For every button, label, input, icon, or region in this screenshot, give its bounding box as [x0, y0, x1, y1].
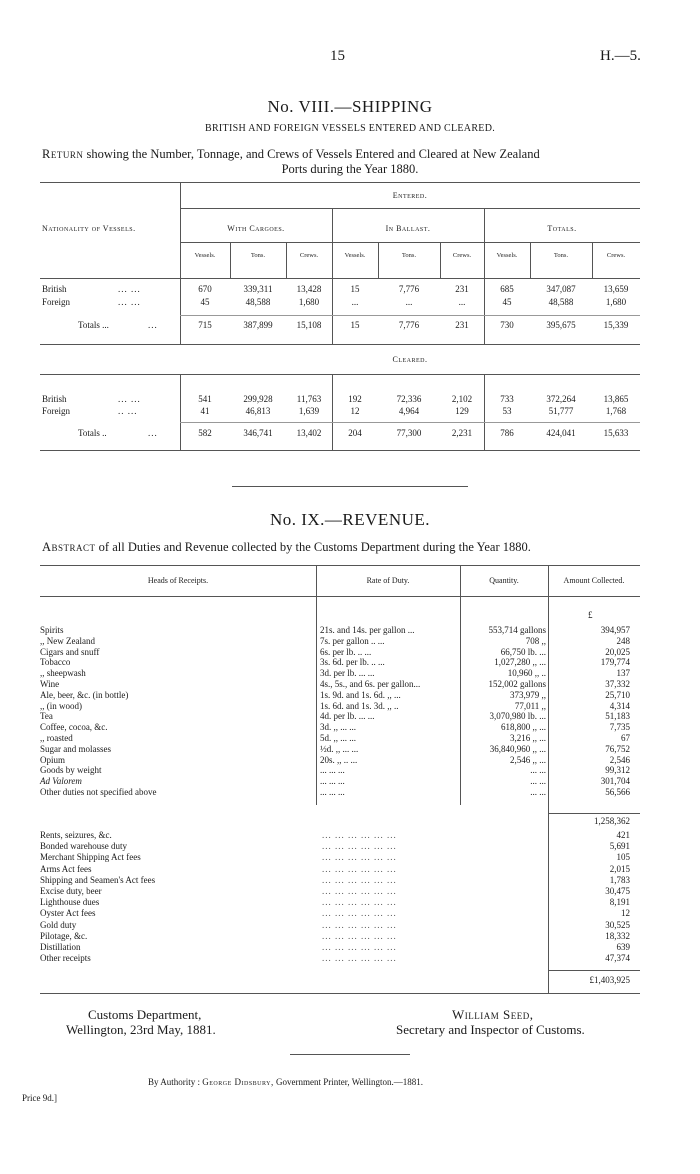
receipt-head: Opium: [40, 754, 66, 765]
quantity: 553,714 gallons: [488, 625, 546, 635]
row-value: 129: [455, 406, 469, 416]
row-value: 48,588: [548, 297, 574, 307]
rate-of-duty: 3d. ,, ... ...: [320, 722, 356, 733]
rate-of-duty: 6s. per lb. .. ...: [320, 646, 372, 657]
receipt-head: Arms Act fees: [40, 863, 92, 874]
row-value: 15,339: [603, 320, 629, 330]
amount-collected: 67: [621, 733, 630, 743]
row-label: Foreign: [42, 406, 70, 416]
row-value: 12: [350, 406, 360, 416]
shipping-caption-line1: [42, 147, 540, 162]
row-value: 1,639: [298, 406, 320, 416]
amount-collected: 1,783: [609, 874, 630, 885]
document-reference: H.—5.: [600, 48, 641, 64]
row-value: 15,108: [296, 320, 322, 330]
row-value: 11,763: [296, 394, 322, 404]
row-label: Totals ..: [78, 428, 107, 438]
row-leader-dots: ...: [148, 320, 158, 330]
receipt-head: Goods by weight: [40, 765, 102, 776]
receipt-head: Other receipts: [40, 953, 91, 964]
row-value: 670: [198, 284, 212, 294]
quantity: 373,979 ,,: [510, 689, 546, 700]
leader-dots: ... ... ... ... ... ...: [322, 886, 397, 896]
amount-collected: 248: [616, 635, 630, 646]
row-value: 53: [502, 406, 512, 416]
leader-dots: ... ... ... ... ... ...: [322, 830, 397, 840]
receipt-head: Tea: [40, 711, 53, 722]
row-value: 339,311: [243, 284, 273, 294]
row-value: 733: [500, 394, 514, 404]
rate-of-duty: 1s. 6d. and 1s. 3d. ,, ..: [320, 700, 399, 711]
row-value: 346,741: [243, 428, 273, 438]
group-with-cargoes: With Cargoes.: [227, 224, 285, 233]
subcol-vessels-1: Vessels.: [194, 252, 216, 259]
amount-collected: 37,332: [605, 679, 630, 689]
amount-collected: 99,312: [605, 765, 630, 776]
page-header: [0, 0, 700, 80]
col-head-rate: Rate of Duty.: [366, 576, 410, 585]
amount-collected: 30,475: [605, 886, 630, 896]
revenue-caption-text: of all Duties and Revenue collected by the Customs Department during the Year 1880.: [98, 540, 531, 554]
quantity: 618,800 ,, ...: [501, 722, 546, 733]
authority-lead: By Authority :: [148, 1077, 201, 1087]
caption-text: showing the Number, Tonnage, and Crews of Vessels Entered and Cleared at New Zealand: [86, 147, 540, 161]
row-value: ...: [405, 297, 413, 307]
group-totals: Totals.: [547, 224, 577, 233]
row-value: 299,928: [243, 394, 273, 404]
amount-collected: 2,015: [609, 863, 630, 874]
receipt-head: Gold duty: [40, 919, 77, 930]
leader-dots: ... ... ... ... ... ...: [322, 953, 397, 964]
row-value: 372,264: [546, 394, 576, 404]
shipping-caption-line2: Ports during the Year 1880.: [281, 162, 419, 176]
rate-of-duty: ½d. ,, ... ...: [320, 743, 359, 754]
amount-collected: 394,957: [600, 625, 630, 635]
rate-of-duty: 3s. 6d. per lb. .. ...: [320, 657, 385, 668]
receipt-head: Tobacco: [40, 657, 71, 668]
rate-of-duty: 5d. ,, ... ...: [320, 733, 356, 743]
receipt-head: ,, New Zealand: [40, 635, 95, 646]
row-value: 786: [500, 428, 514, 438]
row-value: 2,231: [451, 428, 473, 438]
subcol-crews-1: Crews.: [299, 252, 319, 259]
row-value: 13,865: [603, 394, 629, 404]
rate-of-duty: 4s., 5s., and 6s. per gallon...: [320, 679, 421, 689]
row-value: 15,633: [603, 428, 629, 438]
amount-collected: 20,025: [605, 646, 630, 657]
amount-collected: 25,710: [605, 689, 630, 700]
revenue-caption: [42, 540, 531, 555]
receipt-head: ,, roasted: [40, 733, 73, 743]
row-value: 45: [502, 297, 512, 307]
row-label: British: [42, 284, 67, 294]
price: Price 9d.]: [22, 1093, 57, 1103]
row-value: 231: [455, 320, 469, 330]
row-value: 46,813: [245, 406, 271, 416]
authority-rest: Government Printer, Wellington.—1881.: [276, 1077, 424, 1087]
quantity: 66,750 lb. ...: [500, 646, 546, 657]
row-value: 685: [500, 284, 514, 294]
rate-of-duty: ... ... ...: [320, 787, 345, 797]
rate-of-duty: 20s. ,, .. ...: [320, 754, 358, 765]
receipt-head: Excise duty, beer: [40, 886, 102, 896]
receipt-head: Other duties not specified above: [40, 787, 157, 797]
leader-dots: ... ... ... ... ... ...: [322, 908, 397, 919]
leader-dots: ... ... ... ... ... ...: [322, 863, 397, 874]
amount-collected: 47,374: [605, 953, 630, 964]
subcol-tons-3: Tons.: [553, 252, 569, 259]
page-number: 15: [330, 48, 345, 64]
row-value: 1,680: [605, 297, 627, 307]
amount-collected: 2,546: [609, 754, 630, 765]
leader-dots: ... ... ... ... ... ...: [322, 930, 397, 941]
pound-sign: £: [588, 610, 593, 620]
receipt-head: Spirits: [40, 625, 64, 635]
rate-of-duty: ... ... ...: [320, 776, 345, 787]
receipt-head: Distillation: [40, 942, 81, 952]
leader-dots: ... ... ... ... ... ...: [322, 919, 397, 930]
rate-of-duty: 3d. per lb. ... ...: [320, 668, 375, 679]
row-leader-dots: ... ...: [118, 297, 141, 307]
signoff-title: Secretary and Inspector of Customs.: [396, 1022, 585, 1037]
receipt-head: Shipping and Seamen's Act fees: [40, 874, 156, 885]
shipping-title: No. VIII.—SHIPPING: [267, 97, 433, 116]
receipt-head: Ad Valorem: [40, 776, 82, 787]
receipt-head: ,, sheepwash: [40, 668, 86, 679]
amount-collected: 7,735: [609, 722, 630, 733]
row-value: 387,899: [243, 320, 273, 330]
rate-of-duty: 7s. per gallon .. ...: [320, 635, 385, 646]
row-value: ...: [458, 297, 466, 307]
quantity: 3,216 ,, ...: [510, 733, 546, 743]
row-value: 77,300: [396, 428, 422, 438]
receipt-head: ,, (in wood): [40, 700, 82, 711]
row-leader-dots: .. ...: [118, 406, 138, 416]
amount-collected: 639: [616, 942, 630, 952]
quantity: 3,070,980 lb. ...: [489, 711, 546, 722]
quantity: 152,002 gallons: [488, 679, 546, 689]
rate-of-duty: 4d. per lb. ... ...: [320, 711, 375, 722]
caption-lead: Return: [42, 147, 84, 161]
leader-dots: ... ... ... ... ... ...: [322, 942, 397, 952]
row-value: 13,428: [296, 284, 322, 294]
quantity: ... ...: [530, 776, 546, 787]
row-value: 1,680: [298, 297, 320, 307]
leader-dots: ... ... ... ... ... ...: [322, 897, 397, 908]
row-value: 7,776: [398, 284, 420, 294]
entered-heading: Entered.: [392, 191, 428, 200]
amount-collected: 30,525: [605, 919, 630, 930]
printer-authority: [148, 1077, 423, 1087]
subcol-vessels-2: Vessels.: [344, 252, 366, 259]
row-value: 730: [500, 320, 514, 330]
row-leader-dots: ... ...: [118, 284, 141, 294]
row-value: 541: [198, 394, 212, 404]
quantity: 77,011 ,,: [514, 700, 546, 711]
row-value: 4,964: [398, 406, 420, 416]
quantity: 36,840,960 ,, ...: [489, 743, 546, 754]
quantity: 1,027,280 ,, ...: [494, 657, 546, 668]
row-value: 72,336: [396, 394, 422, 404]
row-value: 582: [198, 428, 212, 438]
row-value: 424,041: [546, 428, 576, 438]
col-head-amount: Amount Collected.: [563, 576, 625, 585]
row-value: 1,768: [605, 406, 627, 416]
row-value: 2,102: [451, 394, 473, 404]
receipt-head: Lighthouse dues: [40, 897, 100, 908]
amount-collected: 137: [616, 668, 630, 679]
nationality-header: Nationality of Vessels.: [42, 224, 136, 233]
revenue-grand-total: £1,403,925: [589, 975, 630, 985]
receipt-head: Bonded warehouse duty: [40, 841, 127, 852]
row-value: 41: [200, 406, 210, 416]
quantity: ... ...: [530, 765, 546, 776]
amount-collected: 5,691: [609, 841, 630, 852]
revenue-subtotal: 1,258,362: [594, 816, 630, 826]
amount-collected: 421: [616, 830, 630, 840]
rate-of-duty: 1s. 9d. and 1s. 6d. ,, ...: [320, 689, 401, 700]
amount-collected: 8,191: [609, 897, 630, 908]
row-value: 15: [350, 320, 360, 330]
subcol-crews-3: Crews.: [606, 252, 626, 259]
rate-of-duty: 21s. and 14s. per gallon ...: [320, 625, 415, 635]
amount-collected: 105: [616, 852, 630, 863]
row-value: 45: [200, 297, 210, 307]
amount-collected: 12: [621, 908, 630, 919]
row-value: 15: [350, 284, 360, 294]
signoff-department: Customs Department,: [88, 1007, 202, 1022]
subcol-tons-1: Tons.: [250, 252, 266, 259]
col-head-quantity: Quantity.: [489, 576, 519, 585]
leader-dots: ... ... ... ... ... ...: [322, 841, 397, 852]
signoff-name: William Seed,: [452, 1007, 534, 1022]
row-value: 48,588: [245, 297, 271, 307]
row-value: 715: [198, 320, 212, 330]
revenue-caption-lead: Abstract: [42, 540, 96, 554]
amount-collected: 18,332: [605, 930, 630, 941]
row-value: 7,776: [398, 320, 420, 330]
receipt-head: Pilotage, &c.: [40, 930, 88, 941]
shipping-subtitle: BRITISH AND FOREIGN VESSELS ENTERED AND CLEARED.: [204, 123, 496, 134]
signoff-date: Wellington, 23rd May, 1881.: [66, 1022, 216, 1037]
row-value: 231: [455, 284, 469, 294]
amount-collected: 76,752: [605, 743, 630, 754]
row-value: 395,675: [546, 320, 576, 330]
quantity: 2,546 ,, ...: [510, 754, 546, 765]
quantity: 10,960 ,, ..: [507, 668, 546, 679]
amount-collected: 301,704: [600, 776, 630, 787]
subcol-vessels-3: Vessels.: [496, 252, 518, 259]
row-value: 51,777: [548, 406, 574, 416]
authority-printer: George Didsbury,: [202, 1077, 274, 1087]
receipt-head: Coffee, cocoa, &c.: [40, 722, 108, 733]
group-in-ballast: In Ballast.: [385, 224, 431, 233]
receipt-head: Wine: [40, 679, 60, 689]
leader-dots: ... ... ... ... ... ...: [322, 874, 397, 885]
row-label: British: [42, 394, 67, 404]
row-label: Foreign: [42, 297, 70, 307]
leader-dots: ... ... ... ... ... ...: [322, 852, 397, 863]
row-value: 13,402: [296, 428, 322, 438]
rate-of-duty: ... ... ...: [320, 765, 345, 776]
row-value: 204: [348, 428, 362, 438]
receipt-head: Ale, beer, &c. (in bottle): [40, 689, 129, 700]
quantity: 708 ,,: [525, 635, 546, 646]
quantity: ... ...: [530, 787, 546, 797]
amount-collected: 51,183: [605, 711, 630, 722]
subcol-tons-2: Tons.: [401, 252, 417, 259]
revenue-title: No. IX.—REVENUE.: [269, 510, 431, 529]
subcol-crews-2: Crews.: [452, 252, 472, 259]
receipt-head: Cigars and snuff: [40, 646, 100, 657]
row-label: Totals ...: [78, 320, 109, 330]
amount-collected: 179,774: [600, 657, 630, 668]
receipt-head: Merchant Shipping Act fees: [40, 852, 141, 863]
amount-collected: 4,314: [609, 700, 630, 711]
row-value: ...: [351, 297, 359, 307]
amount-collected: 56,566: [605, 787, 630, 797]
cleared-heading: Cleared.: [392, 355, 428, 364]
row-leader-dots: ... ...: [118, 394, 141, 404]
row-value: 192: [348, 394, 362, 404]
col-head-receipts: Heads of Receipts.: [147, 576, 209, 585]
receipt-head: Rents, seizures, &c.: [40, 830, 112, 840]
row-value: 347,087: [546, 284, 576, 294]
receipt-head: Oyster Act fees: [40, 908, 96, 919]
row-leader-dots: ...: [148, 428, 158, 438]
receipt-head: Sugar and molasses: [40, 743, 111, 754]
row-value: 13,659: [603, 284, 629, 294]
